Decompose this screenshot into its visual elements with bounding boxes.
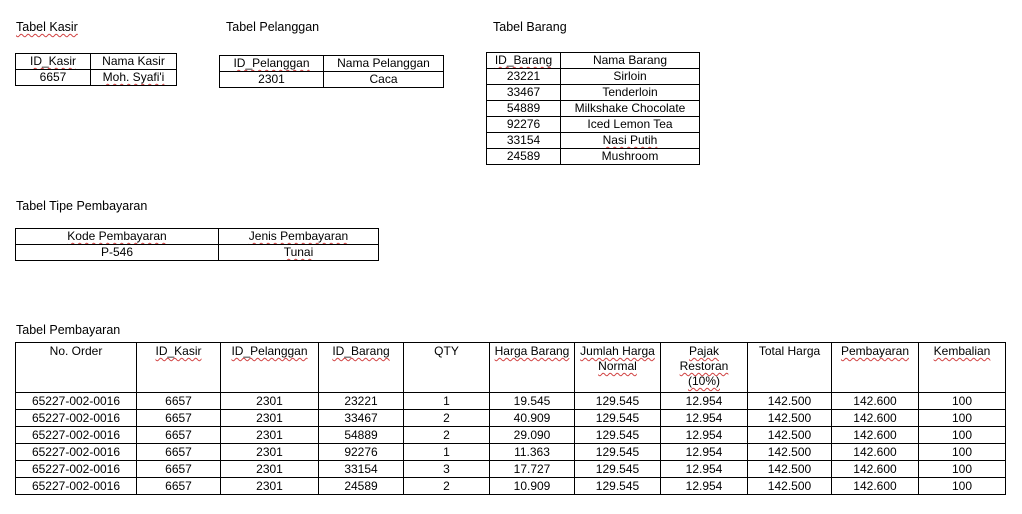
- table-cell: 129.545: [575, 393, 661, 410]
- barang-title: Tabel Barang: [493, 20, 567, 34]
- table-header-row: [16, 343, 1006, 393]
- table-row: [487, 101, 700, 117]
- barang-table: [486, 52, 700, 165]
- column-header: Jumlah Harga Normal: [575, 343, 661, 393]
- table-header-row: [487, 53, 700, 69]
- table-row: [16, 393, 1006, 410]
- column-header: Nama Kasir: [91, 54, 177, 70]
- table-cell: 24589: [487, 149, 561, 165]
- column-header: ID_Kasir: [137, 343, 221, 393]
- table-cell: Moh. Syafi'i: [91, 70, 177, 86]
- table-cell: P-546: [16, 245, 219, 261]
- table-cell: 6657: [137, 461, 221, 478]
- kasir-title: Tabel Kasir: [16, 20, 78, 34]
- table-cell: 2301: [221, 427, 319, 444]
- table-cell: Iced Lemon Tea: [561, 117, 700, 133]
- column-header: ID_Pelanggan: [220, 56, 324, 72]
- column-header: QTY: [404, 343, 490, 393]
- table-row: [487, 149, 700, 165]
- table-cell: 10.909: [490, 478, 575, 495]
- column-header: ID_Barang: [487, 53, 561, 69]
- table-cell: 12.954: [661, 478, 748, 495]
- table-cell: 142.500: [748, 478, 832, 495]
- kasir-table: [15, 53, 177, 86]
- table-cell: 3: [404, 461, 490, 478]
- table-cell: 2301: [221, 461, 319, 478]
- table-cell: 2301: [221, 478, 319, 495]
- table-header-row: [16, 54, 177, 70]
- tipe-pembayaran-table: [15, 228, 379, 261]
- table-cell: Caca: [324, 72, 444, 88]
- column-header: ID_Barang: [319, 343, 404, 393]
- table-cell: 142.500: [748, 393, 832, 410]
- table-cell: 54889: [319, 427, 404, 444]
- pembayaran-title: Tabel Pembayaran: [16, 323, 121, 337]
- table-cell: 100: [919, 444, 1006, 461]
- pelanggan-title: [226, 20, 319, 34]
- table-header-row: [16, 229, 379, 245]
- table-cell: 129.545: [575, 410, 661, 427]
- table-cell: 100: [919, 410, 1006, 427]
- table-cell: Milkshake Chocolate: [561, 101, 700, 117]
- table-cell: 142.600: [832, 478, 919, 495]
- table-cell: 6657: [137, 427, 221, 444]
- table-row: [220, 72, 444, 88]
- table-row: [16, 245, 379, 261]
- table-cell: 23221: [319, 393, 404, 410]
- table-cell: Tunai: [219, 245, 379, 261]
- table-cell: 142.500: [748, 427, 832, 444]
- column-header: Nama Pelanggan: [324, 56, 444, 72]
- table-cell: 6657: [16, 70, 91, 86]
- pelanggan-table: [219, 55, 444, 88]
- table-cell: 100: [919, 461, 1006, 478]
- table-cell: 2: [404, 478, 490, 495]
- table-cell: 1: [404, 444, 490, 461]
- table-cell: 29.090: [490, 427, 575, 444]
- column-header: Kode Pembayaran: [16, 229, 219, 245]
- table-cell: 12.954: [661, 427, 748, 444]
- table-cell: 142.600: [832, 410, 919, 427]
- table-cell: 129.545: [575, 427, 661, 444]
- table-cell: 2301: [221, 444, 319, 461]
- table-cell: 2: [404, 410, 490, 427]
- table-row: [16, 410, 1006, 427]
- table-cell: 11.363: [490, 444, 575, 461]
- table-header-row: [220, 56, 444, 72]
- table-cell: 12.954: [661, 393, 748, 410]
- table-cell: 142.500: [748, 410, 832, 427]
- column-header: No. Order: [16, 343, 137, 393]
- table-cell: 33154: [319, 461, 404, 478]
- table-cell: 65227-002-0016: [16, 461, 137, 478]
- table-cell: 6657: [137, 393, 221, 410]
- table-cell: 12.954: [661, 461, 748, 478]
- table-cell: 23221: [487, 69, 561, 85]
- table-cell: 12.954: [661, 410, 748, 427]
- table-row: [16, 444, 1006, 461]
- table-cell: 24589: [319, 478, 404, 495]
- table-cell: 65227-002-0016: [16, 478, 137, 495]
- table-row: [16, 478, 1006, 495]
- table-cell: 6657: [137, 444, 221, 461]
- table-row: [16, 427, 1006, 444]
- table-row: [487, 69, 700, 85]
- table-cell: 142.600: [832, 461, 919, 478]
- column-header: Total Harga: [748, 343, 832, 393]
- table-cell: 2: [404, 427, 490, 444]
- table-cell: 142.600: [832, 444, 919, 461]
- table-cell: 65227-002-0016: [16, 444, 137, 461]
- table-cell: 100: [919, 478, 1006, 495]
- table-cell: 100: [919, 393, 1006, 410]
- table-cell: 129.545: [575, 444, 661, 461]
- table-cell: 33467: [319, 410, 404, 427]
- table-row: [16, 70, 177, 86]
- column-header: ID_Pelanggan: [221, 343, 319, 393]
- table-cell: 33467: [487, 85, 561, 101]
- table-cell: 6657: [137, 478, 221, 495]
- table-cell: 6657: [137, 410, 221, 427]
- table-cell: 54889: [487, 101, 561, 117]
- table-cell: 92276: [319, 444, 404, 461]
- table-cell: 2301: [220, 72, 324, 88]
- table-row: [16, 461, 1006, 478]
- table-cell: 100: [919, 427, 1006, 444]
- table-cell: 65227-002-0016: [16, 393, 137, 410]
- table-cell: 12.954: [661, 444, 748, 461]
- table-cell: 2301: [221, 393, 319, 410]
- table-cell: 142.600: [832, 393, 919, 410]
- table-cell: 65227-002-0016: [16, 410, 137, 427]
- table-cell: 40.909: [490, 410, 575, 427]
- table-cell: 142.500: [748, 461, 832, 478]
- table-cell: 17.727: [490, 461, 575, 478]
- table-cell: Sirloin: [561, 69, 700, 85]
- column-header: Kembalian: [919, 343, 1006, 393]
- pembayaran-table: [15, 342, 1006, 495]
- table-cell: Mushroom: [561, 149, 700, 165]
- table-cell: 2301: [221, 410, 319, 427]
- table-cell: 129.545: [575, 478, 661, 495]
- column-header: ID_Kasir: [16, 54, 91, 70]
- table-cell: 19.545: [490, 393, 575, 410]
- column-header: Jenis Pembayaran: [219, 229, 379, 245]
- table-row: [487, 117, 700, 133]
- table-cell: 92276: [487, 117, 561, 133]
- table-cell: 142.600: [832, 427, 919, 444]
- pelanggan-title-text: Tabel Pelanggan: [226, 20, 320, 34]
- table-row: [487, 133, 700, 149]
- table-cell: 1: [404, 393, 490, 410]
- table-row: [487, 85, 700, 101]
- table-cell: 142.500: [748, 444, 832, 461]
- column-header: Pembayaran: [832, 343, 919, 393]
- table-cell: 65227-002-0016: [16, 427, 137, 444]
- column-header: Pajak Restoran (10%): [661, 343, 748, 393]
- tipe-pembayaran-title: Tabel Tipe Pembayaran: [16, 199, 148, 213]
- table-cell: 129.545: [575, 461, 661, 478]
- table-cell: Nasi Putih: [561, 133, 700, 149]
- table-cell: 33154: [487, 133, 561, 149]
- column-header: Nama Barang: [561, 53, 700, 69]
- table-cell: Tenderloin: [561, 85, 700, 101]
- column-header: Harga Barang: [490, 343, 575, 393]
